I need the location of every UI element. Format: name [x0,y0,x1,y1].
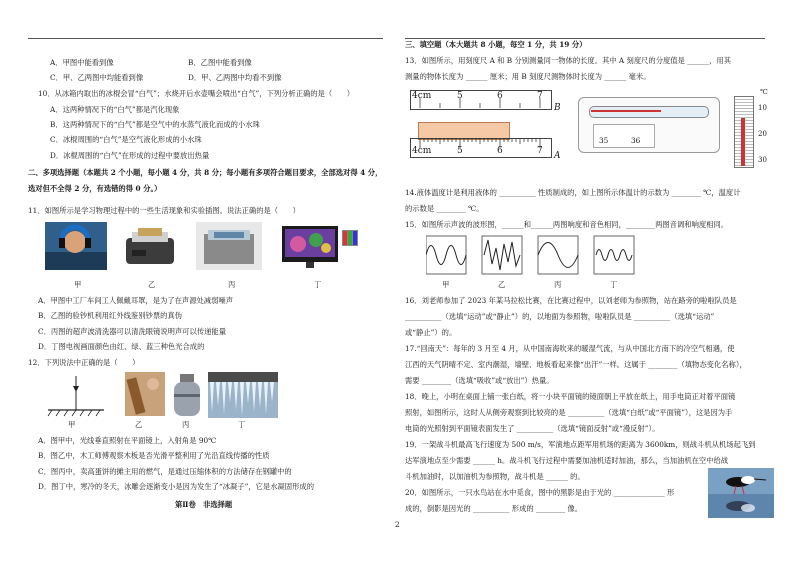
ruler-b-label-6: 6 [497,91,503,101]
q11-option-b: B．乙图的验钞机利用红外线鉴别钞票的真伪 [38,311,183,320]
wave-label-ding: 丁 [610,280,618,289]
q16-line2: __________（选填“运动”或“静止”）的，以地面为参照物，啦啦队员是 __________（选填“运动” [405,312,715,321]
wave-label-jia: 甲 [442,280,450,289]
q10-option-b: B．这两种情况下的“白气”都是空气中的水蒸气液化而成的小水珠 [50,120,260,129]
q11-option-c: C．丙图的超声波清洗器可以清洗眼镜说明声可以传递能量 [38,327,227,336]
q10-option-d: D．冰棍周围的“白气”在形成的过程中要放出热量 [50,151,210,160]
q12-image-mirror [44,372,108,418]
q16-line3: 或“静止”）的。 [405,328,457,337]
q12-label-ding: 丁 [238,420,246,429]
q18-line1: 18．晚上，小明在桌面上铺一张白纸，将一小块平面镜的镜面朝上平放在纸上，用手电筒正对着平面镜 [405,392,736,401]
q12-image-gas-tank [170,372,204,418]
q20-line2: 成的，倒影是因光的 __________ 形成的 ________ 像。 [405,504,583,513]
q12-label-yi: 乙 [135,420,143,429]
q12-stem: 12．下列说法中正确的是（ ） [28,358,140,367]
q9-option-d: D．甲、乙两图中均看不到像 [188,73,282,82]
q12-option-b: B．图乙中，木工师傅观察木板是否光滑平整利用了光沿直线传播的性质 [38,451,270,460]
q11-label-yi: 乙 [148,280,156,289]
q17-line2: 江西的天气阴晴不定、室内潮湿，墙壁、地板看起来像“出汗”一样。这属于 ________（填物态变化名称）， [405,360,747,369]
q18-line2: 照射，如图所示，这时人从侧旁观察到比较亮的是 __________（选填“白纸”或“平面镜”），这是因为手 [405,408,733,417]
q12-option-c: C．图丙中，卖高蛋饼的摊主用的燃气，是通过压缩体积的方法储存在钢罐中的 [38,467,292,476]
ruler-b-label-4: 4cm [412,91,432,101]
q20-bird-photo [708,468,774,518]
q12-label-jia: 甲 [68,420,76,429]
q18-line3: 电筒的光照射到平面镜表面发生了 __________（选填“镜面反射”或“漫反射”）。 [405,424,660,433]
q14-line2: 的示数是 ________ ℃。 [405,204,484,213]
q19-line1: 19．一架战斗机最高飞行速度为 500 m/s，军演地点距军用机场的距离为 3600km，则战斗机从机场起飞到 [405,440,756,449]
q13-line1: 13．如图所示，用刻度尺 A 和 B 分别测量同一物体的长度。其中 A 刻度尺的分度值是 ______，用其 [405,56,731,65]
ruler-a-label-5: 5 [457,146,463,156]
section2-note: 选对但不全得 2 分，有选错的得 0 分。） [28,184,162,193]
q12-label-bing: 丙 [182,420,190,429]
q11-stem: 11．如图所示是学习物理过程中的一些生活现象和实验插图。说法正确的是（ ） [28,206,300,215]
wave-label-yi: 乙 [498,280,506,289]
q17-line3: 需要 ________（选填“吸收”或“放出”）热量。 [405,376,554,385]
section2-title: 二、多项选择题（本题共 2 个小题，每小题 4 分，共 8 分；每小题有多项符合题目要求，全部选对得 4 分， [28,168,383,177]
q12-option-d: D．图丁中，寒冷的冬天，冰雕会逐渐变小是因为发生了“冰凝子”，它是水凝固形成的 [38,482,314,491]
ruler-a-label-6: 6 [497,146,503,156]
q10-option-a: A．这两种情况下的“白气”都是汽化现象 [50,105,180,114]
q11-option-d: D．丁图电视画面颜色由红、绿、蓝三种色光合成的 [38,342,205,351]
q15-stem: 15．如图所示声波的波形图，______和______两图响度和音色相同，________两图音调和响度相同。 [405,220,729,229]
waveform-figure [426,234,658,278]
q19-line3: 斗机加油时，以加油机为参照物，战斗机是 ______ 的。 [405,472,585,481]
part2-title: 第Ⅱ卷 非选择题 [175,500,233,509]
ruler-b-letter: B [554,103,561,113]
ruler-b-label-7: 7 [537,91,543,101]
q11-image-money-detector [122,228,178,268]
q11-image-worker [45,222,107,270]
ruler-b-label-5: 5 [457,91,463,101]
q9-option-c: C．甲、乙两图中均能看到像 [50,73,144,82]
q9-option-b: B．乙图中能看到像 [188,58,252,67]
wall-thermometer-10: 10 [758,104,767,112]
wall-thermometer-unit: ℃ [760,88,768,96]
ruler-a-label-7: 7 [537,146,543,156]
ruler-a-letter: A [554,151,561,161]
wave-label-bing: 丙 [554,280,562,289]
ruler-a-label-4: 4cm [412,146,432,156]
section3-title: 三、填空题（本大题共 8 小题，每空 1 分，共 19 分） [405,40,587,49]
q11-label-ding: 丁 [314,280,322,289]
q11-image-ultrasonic-cleaner [196,222,262,270]
q17-line1: 17.“回南天”：每年的 3 月至 4 月，从中国南海吹来的暖湿气流，与从中国北方南下的冷空气相遇，使 [405,344,735,353]
wall-thermometer-30: 30 [758,156,767,164]
top-rule-right [405,38,765,39]
q20-line1: 20．如图所示，一只水鸟站在水中觅食，图中的黑影是由于光的 ______________ 形 [405,488,675,497]
thermometer-label-36: 36 [631,136,641,145]
wall-thermometer-liquid [741,118,745,166]
wall-thermometer [724,88,776,168]
q16-line1: 16．刘老师参加了 2023 年某马拉松比赛，在比赛过程中，以刘老师为参照物，站在路旁的啦啦队员是 [405,296,737,305]
q11-label-jia: 甲 [74,280,82,289]
q10-option-c: C．冰棍周围的“白气”是空气液化形成的小水珠 [50,135,202,144]
q11-image-tv [282,226,360,270]
q14-line1: 14.液体温度计是利用液体的 __________ 性质制成的，如上图所示体温计的示数为 ________ ℃，温度计 [405,188,741,197]
q12-image-ice-sculpture [208,372,278,418]
thermometer-mercury [591,110,661,112]
page-number: 2 [395,520,400,529]
q12-image-carpenter [125,372,165,416]
q9-option-a: A．甲图中能看到像 [50,58,114,67]
q13-line2: 测量的物体长度为 ______ 厘米；用 B 刻度尺测物体时长度为 ______ 毫米。 [405,72,651,81]
q19-line2: 达军演地点至少需要 ______ h。战斗机飞行过程中需要加油机适时加油，那么，当加油机在空中给战 [405,456,729,465]
thermometer-tube [589,106,709,118]
q10-stem: 10．从冰箱内取出的冰棍会冒“白气”；水烧开后水壶嘴会喷出“白气”，下列分析正确的是（ ） [38,89,355,98]
clinical-thermometer [578,97,720,153]
top-rule-left [28,38,383,39]
q11-option-a: A．甲图中工厂车间工人佩戴耳罩，是为了在声源处减弱噪声 [38,296,233,305]
wall-thermometer-20: 20 [758,130,767,138]
ruler-figure [408,90,568,168]
thermometer-label-35: 35 [599,136,609,145]
q11-label-bing: 丙 [228,280,236,289]
q12-option-a: A．图甲中，光线垂直照射在平面镜上，入射角是 90℃ [38,436,217,445]
